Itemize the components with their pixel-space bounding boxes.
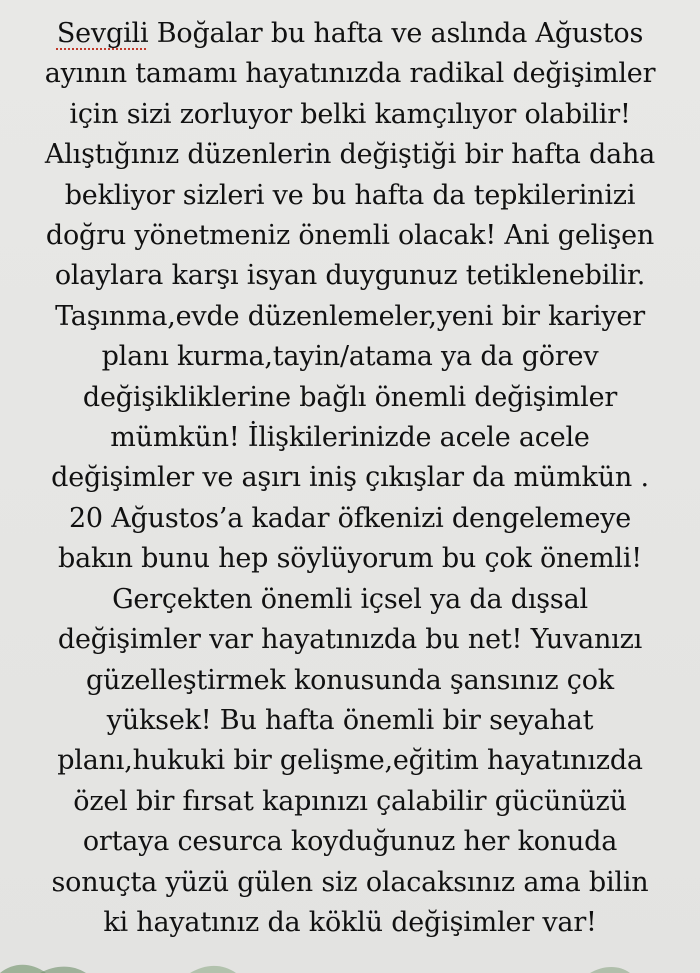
leaf-decoration-icon xyxy=(0,961,700,973)
text-line: değişimler ve aşırı iniş çıkışlar da mümkün . xyxy=(51,462,649,494)
text-line: doğru yönetmeniz önemli olacak! Ani gelişen xyxy=(45,220,655,252)
text-line: Alıştığınız düzenlerin değiştiği bir hafta daha xyxy=(44,139,656,171)
text-line: yüksek! Bu hafta önemli bir seyahat xyxy=(106,704,594,736)
text-line xyxy=(0,14,700,54)
horoscope-text xyxy=(0,14,700,943)
text-line: planı,hukuki bir gelişme,eğitim hayatınızda xyxy=(57,745,643,777)
text-line: değişikliklerine bağlı önemli değişimler xyxy=(82,381,618,413)
text-line: bakın bunu hep söylüyorum bu çok önemli! xyxy=(58,543,642,575)
text-line: 20 Ağustos’a kadar öfkenizi dengelemeye xyxy=(68,502,632,534)
spellcheck-word: Sevgili xyxy=(56,18,149,49)
text-line: ortaya cesurca koyduğunuz her konuda xyxy=(82,826,618,858)
text-line: için sizi zorluyor belki kamçılıyor olabilir! xyxy=(69,98,631,130)
text-line: bekliyor sizleri ve bu hafta da tepkilerinizi xyxy=(64,179,636,211)
text-line: güzelleştirmek konusunda şansınız çok xyxy=(86,664,614,696)
text-line-rest: Boğalar bu hafta ve aslında Ağustos xyxy=(148,18,644,49)
text-line: özel bir fırsat kapınızı çalabilir gücünüzü xyxy=(73,785,627,817)
text-line: mümkün! İlişkilerinizde acele acele xyxy=(110,422,590,454)
text-line: planı kurma,tayin/atama ya da görev xyxy=(101,341,599,373)
text-line: sonuçta yüzü gülen siz olacaksınız ama bilin xyxy=(51,866,649,898)
text-line: olaylara karşı isyan duygunuz tetiklenebilir. xyxy=(54,260,646,292)
text-line: ayının tamamı hayatınızda radikal değişimler xyxy=(44,58,656,90)
text-line: Taşınma,evde düzenlemeler,yeni bir kariyer xyxy=(55,300,645,332)
text-line: değişimler var hayatınızda bu net! Yuvanızı xyxy=(57,624,643,656)
text-line: Gerçekten önemli içsel ya da dışsal xyxy=(112,583,588,615)
text-line: ki hayatınız da köklü değişimler var! xyxy=(103,906,597,938)
